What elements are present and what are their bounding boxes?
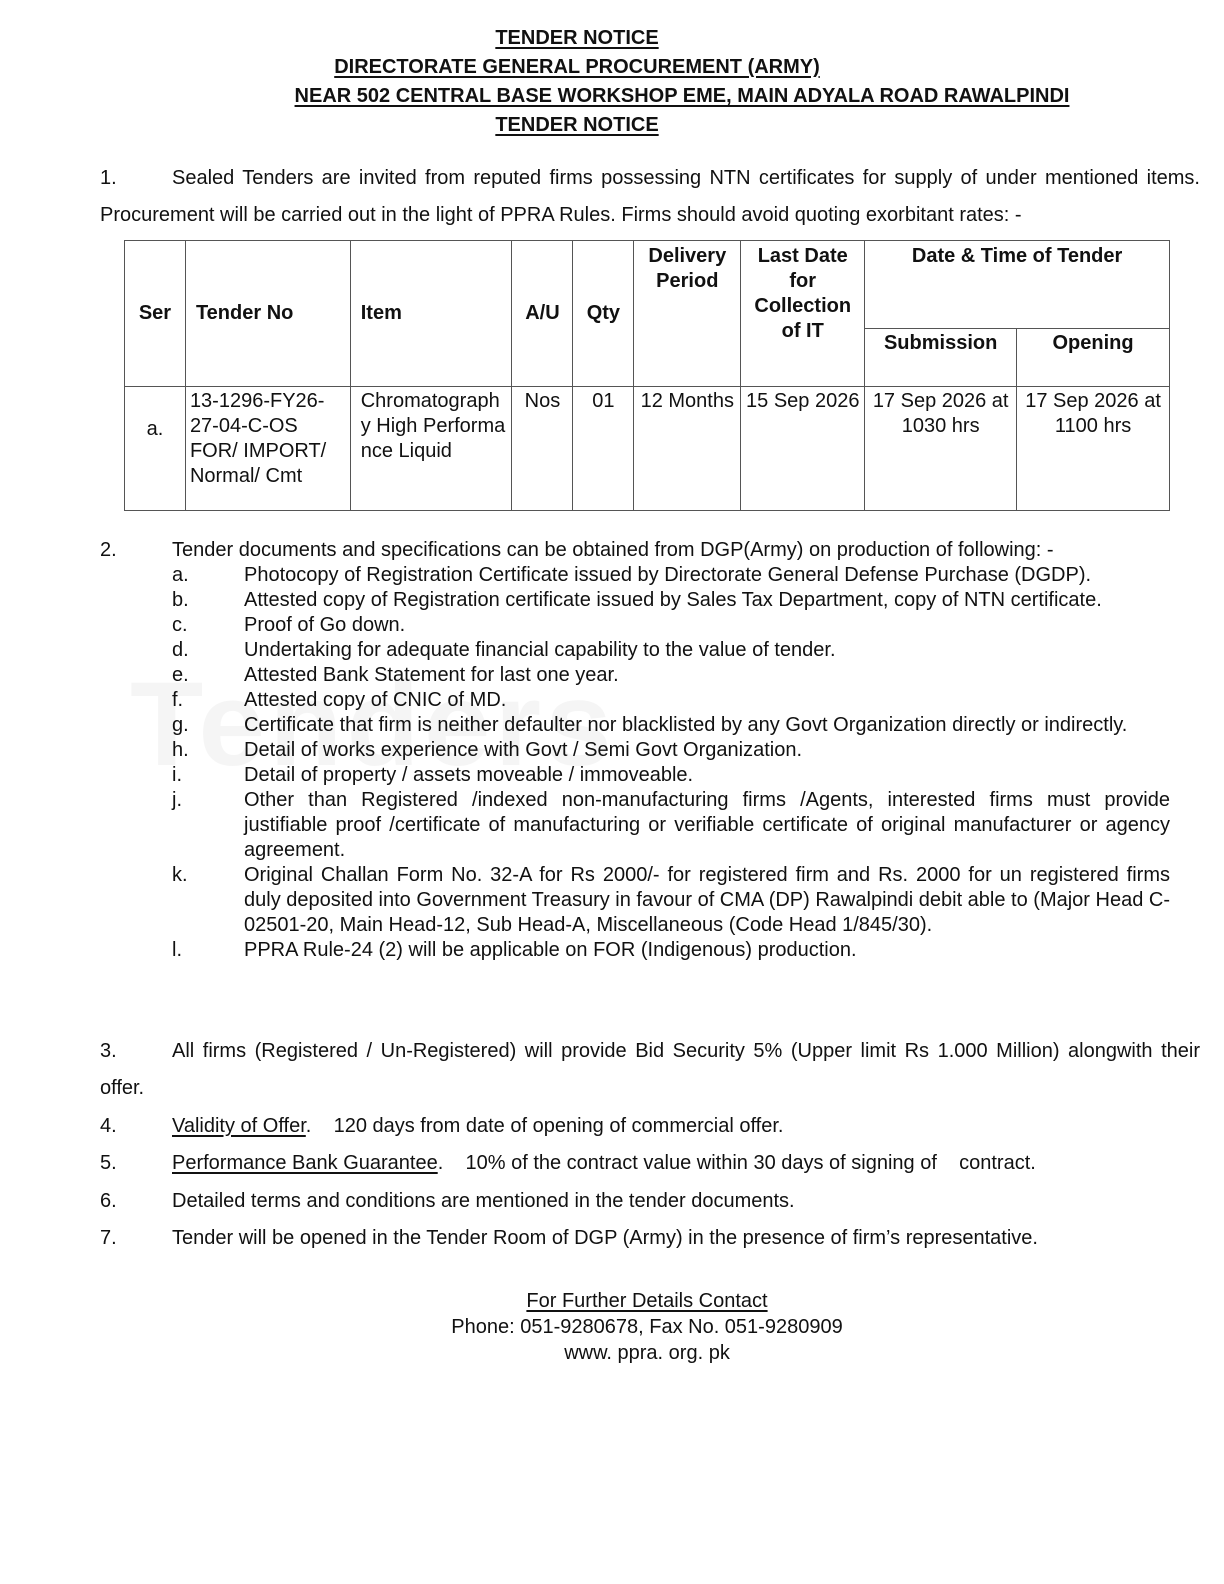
tender-table xyxy=(124,240,1170,511)
list-item xyxy=(100,788,1170,863)
contact-heading: For Further Details Contact xyxy=(526,1290,768,1312)
cell-qty: 01 xyxy=(573,387,634,511)
paragraph-text: 10% of the contract value within 30 days of signing of contract. xyxy=(465,1152,1036,1174)
paragraph-text: Tender will be opened in the Tender Room of DGP (Army) in the presence of firm’s representative. xyxy=(172,1227,1038,1249)
contact-phone: Phone: 051-9280678, Fax No. 051-9280909 xyxy=(451,1316,843,1338)
paragraph-5: 5. Performance Bank Guarantee. 10% of the contract value within 30 days of signing of contract. xyxy=(100,1145,1200,1182)
list-item-letter: f. xyxy=(172,689,184,711)
header-qty: Qty xyxy=(573,241,634,387)
organization-address: NEAR 502 CENTRAL BASE WORKSHOP EME, MAIN ADYALA ROAD RAWALPINDI xyxy=(294,85,1070,107)
cell-tender-no: 13-1296-FY26-27-04-C-OS FOR/ IMPORT/ Normal/ Cmt xyxy=(185,387,350,511)
paragraph-7 xyxy=(100,1220,1200,1257)
paragraph-4: 4. Validity of Offer. 120 days from date of opening of commercial offer. xyxy=(100,1108,1200,1145)
notice-header xyxy=(0,24,1224,140)
header-delivery-period: Delivery Period xyxy=(634,241,741,387)
cell-submission: 17 Sep 2026 at 1030 hrs xyxy=(865,387,1017,511)
list-item-text: Photocopy of Registration Certificate issued by Directorate General Defense Purchase (DGDP). xyxy=(244,564,1092,586)
list-item xyxy=(100,613,1170,638)
list-item-letter: c. xyxy=(172,614,188,636)
paragraph-text: Detailed terms and conditions are mentioned in the tender documents. xyxy=(172,1190,795,1212)
paragraph-text: Tender documents and specifications can be obtained from DGP(Army) on production of following: - xyxy=(172,539,1054,561)
paragraph-text: All firms (Registered / Un-Registered) will provide Bid Security 5% (Upper limit Rs 1.000 Million) alongwith their offer. xyxy=(100,1040,1200,1099)
paragraph-number: 7. xyxy=(100,1227,117,1249)
paragraph-number: 6. xyxy=(100,1190,117,1212)
paragraph-number: 5. xyxy=(100,1152,117,1174)
list-item-text: Detail of works experience with Govt / Semi Govt Organization. xyxy=(244,739,803,761)
paragraph-text: 120 days from date of opening of commercial offer. xyxy=(333,1115,784,1137)
contact-website[interactable]: www. ppra. org. pk xyxy=(564,1342,730,1364)
header-item: Item xyxy=(350,241,512,387)
list-item-text: Attested copy of CNIC of MD. xyxy=(244,689,507,711)
header-submission: Submission xyxy=(865,329,1017,387)
list-item xyxy=(100,688,1170,713)
cell-delivery: 12 Months xyxy=(634,387,741,511)
list-item-text: Proof of Go down. xyxy=(244,614,406,636)
paragraph-6 xyxy=(100,1183,1200,1220)
cell-last-date: 15 Sep 2026 xyxy=(741,387,865,511)
list-item-letter: h. xyxy=(172,739,189,761)
list-item-text: Other than Registered /indexed non-manufacturing firms /Agents, interested firms must provide justifiable proof /certificate of manufacturing or verifiable certificate of original manufacturer or agency agreement. xyxy=(244,789,1170,861)
list-item-letter: g. xyxy=(172,714,189,736)
list-item xyxy=(100,713,1170,738)
list-item-text: Attested Bank Statement for last one year. xyxy=(244,664,619,686)
list-item-letter: e. xyxy=(172,664,189,686)
list-item-letter: i. xyxy=(172,764,182,786)
header-last-date: Last Date for Collection of IT xyxy=(741,241,865,387)
list-item xyxy=(100,763,1170,788)
contact-block xyxy=(70,1288,1224,1366)
paragraph-label: Validity of Offer xyxy=(172,1115,306,1137)
notice-subtitle: TENDER NOTICE xyxy=(495,114,659,136)
list-item-letter: d. xyxy=(172,639,189,661)
list-item xyxy=(100,563,1170,588)
cell-opening: 17 Sep 2026 at 1100 hrs xyxy=(1017,387,1170,511)
paragraph-label: Performance Bank Guarantee xyxy=(172,1152,438,1174)
header-opening: Opening xyxy=(1017,329,1170,387)
cell-item: Chromatography High Performance Liquid xyxy=(350,387,512,511)
paragraph-3 xyxy=(100,1033,1200,1107)
paragraph-text: Sealed Tenders are invited from reputed firms possessing NTN certificates for supply of under mentioned items. Procurement will be carried out in the light of PPRA Rules. Firms should avoid quoting exorbitant rates: - xyxy=(100,167,1200,226)
cell-ser: a. xyxy=(125,387,186,511)
cell-au: Nos xyxy=(512,387,573,511)
paragraph-1 xyxy=(100,160,1200,234)
list-item-text: PPRA Rule-24 (2) will be applicable on FOR (Indigenous) production. xyxy=(244,939,857,961)
list-item-text: Original Challan Form No. 32-A for Rs 2000/- for registered firm and Rs. 2000 for un registered firms duly deposited into Government Treasury in favour of CMA (DP) Rawalpindi debit able to (Major Head C-02501-20, Main Head-12, Sub Head-A, Miscellaneous (Code Head 1/845/30). xyxy=(244,864,1170,936)
header-ser: Ser xyxy=(125,241,186,387)
list-item-letter: l. xyxy=(172,939,182,961)
paragraph-2 xyxy=(100,538,1170,963)
list-item xyxy=(100,863,1170,938)
list-item xyxy=(100,638,1170,663)
list-item-letter: k. xyxy=(172,864,188,886)
list-item-text: Undertaking for adequate financial capability to the value of tender. xyxy=(244,639,836,661)
header-tender-no: Tender No xyxy=(185,241,350,387)
list-item xyxy=(100,588,1170,613)
list-item-text: Attested copy of Registration certificate issued by Sales Tax Department, copy of NTN certificate. xyxy=(244,589,1102,611)
list-item xyxy=(100,938,1170,963)
table-row xyxy=(125,387,1170,511)
paragraph-number: 3. xyxy=(100,1040,117,1062)
header-au: A/U xyxy=(512,241,573,387)
requirements-list xyxy=(100,563,1170,963)
list-item-letter: a. xyxy=(172,564,189,586)
list-item-text: Detail of property / assets moveable / immoveable. xyxy=(244,764,694,786)
list-item xyxy=(100,663,1170,688)
list-item-letter: j. xyxy=(172,789,182,811)
list-item-text: Certificate that firm is neither defaulter nor blacklisted by any Govt Organization directly or indirectly. xyxy=(244,714,1128,736)
organization-name: DIRECTORATE GENERAL PROCUREMENT (ARMY) xyxy=(334,56,820,78)
header-date-time: Date & Time of Tender xyxy=(865,241,1170,329)
notice-title: TENDER NOTICE xyxy=(495,27,659,49)
list-item-letter: b. xyxy=(172,589,189,611)
list-item xyxy=(100,738,1170,763)
paragraph-number: 2. xyxy=(100,539,117,561)
paragraph-number: 1. xyxy=(100,167,117,189)
paragraph-number: 4. xyxy=(100,1115,117,1137)
